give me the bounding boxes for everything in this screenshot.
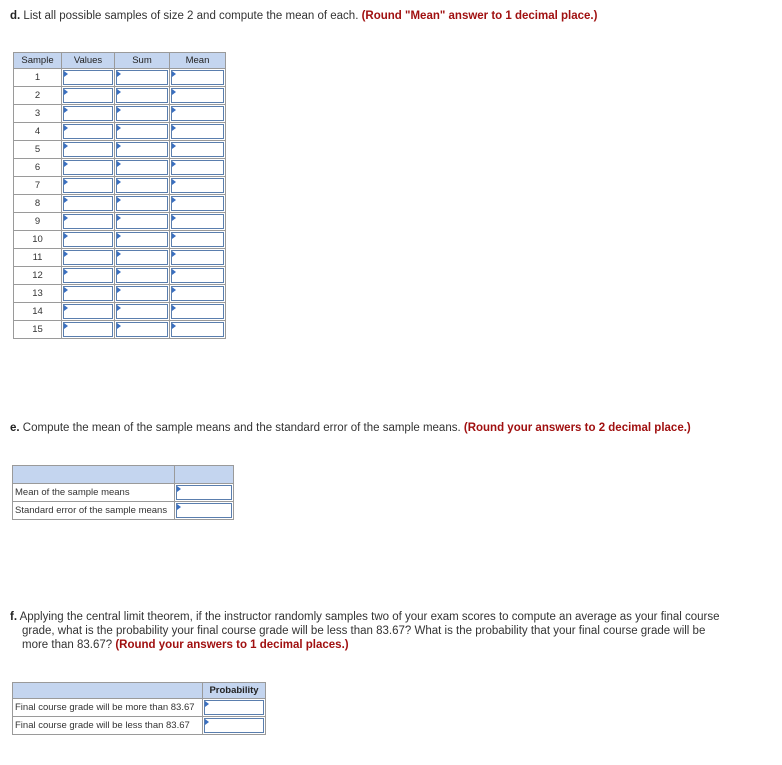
- sum-input[interactable]: [116, 286, 168, 301]
- sample-number: 6: [14, 159, 62, 177]
- question-d-hint: (Round "Mean" answer to 1 decimal place.): [361, 10, 598, 22]
- means-row-mean: [13, 484, 234, 502]
- sample-number: 7: [14, 177, 62, 195]
- mean-input[interactable]: [171, 268, 224, 283]
- samples-table: [13, 52, 226, 339]
- sample-number: 1: [14, 69, 62, 87]
- values-input[interactable]: [63, 196, 113, 211]
- table-row: [14, 177, 226, 195]
- sample-number: 4: [14, 123, 62, 141]
- table-row: [14, 123, 226, 141]
- mean-input[interactable]: [171, 286, 224, 301]
- question-e: [10, 421, 770, 435]
- grade-less-label: Final course grade will be less than 83.67: [13, 717, 203, 735]
- values-input[interactable]: [63, 322, 113, 337]
- values-input[interactable]: [63, 232, 113, 247]
- header-values: Values: [62, 53, 115, 69]
- values-input[interactable]: [63, 124, 113, 139]
- question-e-label: e.: [10, 422, 20, 434]
- values-input[interactable]: [63, 106, 113, 121]
- question-f-text: Applying the central limit theorem, if the instructor randomly samples two of your exam scores to compute an average as your final course grade, what is the probability your final course grade will be less than 83.67? What is the probability that your final course grade will be more than 83.67?: [17, 611, 720, 651]
- mean-input[interactable]: [171, 250, 224, 265]
- mean-input[interactable]: [171, 70, 224, 85]
- sum-input[interactable]: [116, 232, 168, 247]
- mean-input[interactable]: [171, 214, 224, 229]
- sample-number: 10: [14, 231, 62, 249]
- values-input[interactable]: [63, 286, 113, 301]
- mean-input[interactable]: [171, 232, 224, 247]
- table-row: [14, 87, 226, 105]
- probability-table-header: [13, 683, 266, 699]
- sample-number: 14: [14, 303, 62, 321]
- table-row: [14, 159, 226, 177]
- values-input[interactable]: [63, 304, 113, 319]
- sample-number: 12: [14, 267, 62, 285]
- table-row: [14, 195, 226, 213]
- grade-more-input[interactable]: [204, 700, 264, 715]
- values-input[interactable]: [63, 178, 113, 193]
- question-d: [10, 9, 770, 23]
- sum-input[interactable]: [116, 196, 168, 211]
- means-header-blank: [13, 466, 175, 484]
- table-row: [14, 267, 226, 285]
- standard-error-label: Standard error of the sample means: [13, 502, 175, 520]
- mean-input[interactable]: [171, 196, 224, 211]
- sum-input[interactable]: [116, 178, 168, 193]
- means-header-value: [175, 466, 234, 484]
- header-sum: Sum: [115, 53, 170, 69]
- mean-input[interactable]: [171, 106, 224, 121]
- values-input[interactable]: [63, 268, 113, 283]
- mean-input[interactable]: [171, 178, 224, 193]
- sum-input[interactable]: [116, 124, 168, 139]
- table-row: [14, 69, 226, 87]
- mean-input[interactable]: [171, 124, 224, 139]
- question-d-label: d.: [10, 10, 21, 22]
- table-row: [14, 105, 226, 123]
- question-f-hint: (Round your answers to 1 decimal places.): [115, 639, 349, 651]
- table-row: [14, 321, 226, 339]
- question-e-hint: (Round your answers to 2 decimal place.): [463, 422, 691, 434]
- question-e-text: Compute the mean of the sample means and the standard error of the sample means.: [19, 422, 464, 434]
- prob-row-more: [13, 699, 266, 717]
- values-input[interactable]: [63, 160, 113, 175]
- header-mean: Mean: [170, 53, 226, 69]
- mean-input[interactable]: [171, 142, 224, 157]
- question-f: [10, 610, 722, 652]
- values-input[interactable]: [63, 214, 113, 229]
- values-input[interactable]: [63, 250, 113, 265]
- sum-input[interactable]: [116, 250, 168, 265]
- probability-header-blank: [13, 683, 203, 699]
- sum-input[interactable]: [116, 214, 168, 229]
- table-row: [14, 285, 226, 303]
- means-table: [12, 465, 234, 520]
- probability-table: [12, 682, 266, 735]
- sample-number: 2: [14, 87, 62, 105]
- sample-number: 5: [14, 141, 62, 159]
- sum-input[interactable]: [116, 88, 168, 103]
- sum-input[interactable]: [116, 70, 168, 85]
- question-f-label: f.: [10, 611, 18, 623]
- header-sample: Sample: [14, 53, 62, 69]
- values-input[interactable]: [63, 88, 113, 103]
- means-table-header: [13, 466, 234, 484]
- sum-input[interactable]: [116, 322, 168, 337]
- mean-input[interactable]: [171, 160, 224, 175]
- grade-less-input[interactable]: [204, 718, 264, 733]
- table-row: [14, 249, 226, 267]
- standard-error-input[interactable]: [176, 503, 232, 518]
- sum-input[interactable]: [116, 268, 168, 283]
- means-row-se: [13, 502, 234, 520]
- sample-number: 15: [14, 321, 62, 339]
- values-input[interactable]: [63, 70, 113, 85]
- mean-input[interactable]: [171, 322, 224, 337]
- probability-header: Probability: [203, 683, 266, 699]
- sample-number: 3: [14, 105, 62, 123]
- table-row: [14, 141, 226, 159]
- mean-input[interactable]: [171, 304, 224, 319]
- values-input[interactable]: [63, 142, 113, 157]
- prob-row-less: [13, 717, 266, 735]
- sample-number: 8: [14, 195, 62, 213]
- sum-input[interactable]: [116, 160, 168, 175]
- samples-table-header: [14, 53, 226, 69]
- table-row: [14, 213, 226, 231]
- table-row: [14, 303, 226, 321]
- sample-number: 13: [14, 285, 62, 303]
- sum-input[interactable]: [116, 142, 168, 157]
- sample-number: 11: [14, 249, 62, 267]
- table-row: [14, 231, 226, 249]
- sum-input[interactable]: [116, 304, 168, 319]
- grade-more-label: Final course grade will be more than 83.67: [13, 699, 203, 717]
- sum-input[interactable]: [116, 106, 168, 121]
- sample-number: 9: [14, 213, 62, 231]
- mean-of-sample-means-input[interactable]: [176, 485, 232, 500]
- mean-input[interactable]: [171, 88, 224, 103]
- mean-of-sample-means-label: Mean of the sample means: [13, 484, 175, 502]
- question-d-text: List all possible samples of size 2 and compute the mean of each.: [20, 10, 362, 22]
